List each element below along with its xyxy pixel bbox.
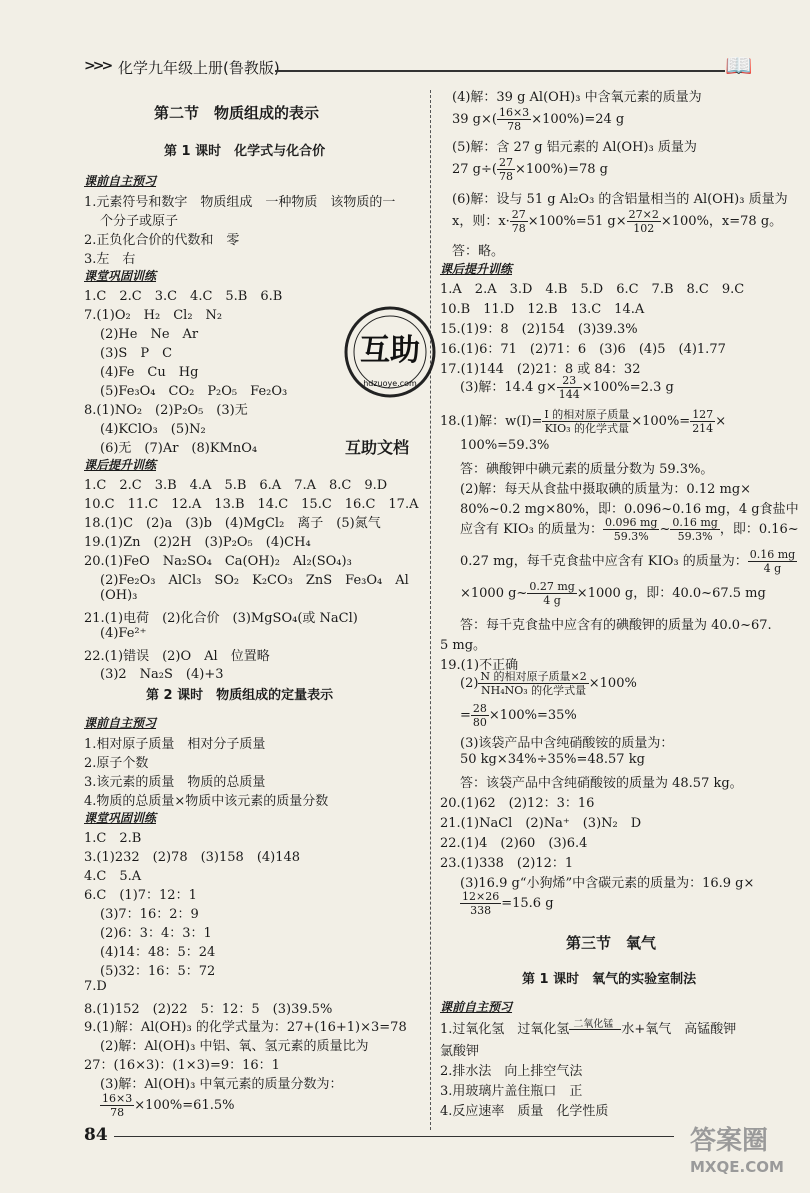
answer-line: 个分子或原子 (100, 213, 179, 229)
answer-line: 20.(1)62 (2)12：3：16 (440, 796, 595, 811)
t: ×100% (588, 676, 637, 691)
answer-line: 4.C 5.A (84, 869, 142, 885)
answer-line (460, 580, 766, 607)
answer-line: (4)解：39 g Al(OH)₃ 中含氧元素的质量为 (452, 90, 702, 105)
frac-den: KIO₃ 的化学式量 (544, 422, 630, 435)
site-logo: 答案圈 (690, 1126, 769, 1156)
answer-line (460, 516, 799, 543)
answer-line: 6.C (1)7：12：1 (84, 888, 197, 904)
answer-line: (6)无 (7)Ar (8)KMnO₄ (100, 440, 258, 456)
answer-line (460, 374, 674, 401)
answer-line: (5)32：16：5：72 (100, 963, 216, 979)
answer-line: (2)6：3：4：3：1 (100, 925, 212, 941)
lesson-title: 第 1 课时 化学式与化合价 (164, 144, 326, 159)
answer-line: (3)16.9 g“小狗烯”中含碳元素的质量为：16.9 g× (460, 876, 755, 891)
answer-line (440, 408, 726, 435)
answer-line: 50 kg×34%÷35%=48.57 kg (460, 752, 645, 767)
column-divider (430, 90, 431, 1130)
answer-line: 3.(1)232 (2)78 (3)158 (4)148 (84, 850, 301, 866)
answer-line: 19.(1)Zn (2)2H (3)P₂O₅ (4)CH₄ (84, 535, 311, 551)
t: ，即：0.16~ (719, 522, 799, 537)
frac-num: 16×3 (498, 106, 530, 119)
fraction (748, 548, 797, 575)
answer-line: 8.(1)152 (2)22 5：12：5 (3)39.5% (84, 1001, 333, 1017)
answer-line: 22.(1)错误 (2)O Al 位置略 (84, 648, 270, 664)
fraction (670, 516, 719, 543)
t: ×100%=51 g× (527, 214, 627, 229)
frac-num: 27 (511, 208, 526, 221)
answer-line: (5)解：含 27 g 铝元素的 Al(OH)₃ 质量为 (452, 140, 697, 155)
lesson-title: 第 2 课时 物质组成的定量表示 (146, 688, 334, 703)
subheading: 课前自主预习 (84, 716, 157, 730)
section-title: 第二节 物质组成的表示 (154, 104, 320, 122)
answer-line: (3)2 Na₂S (4)+3 (100, 667, 224, 683)
frac-den: 4 g (543, 594, 561, 607)
seal-url: hdzuoye.com (363, 379, 417, 388)
answer-line: (5)Fe₃O₄ CO₂ P₂O₅ Fe₂O₃ (100, 383, 288, 399)
frac-num: 0.16 mg (672, 516, 718, 529)
subheading: 课堂巩固训练 (84, 810, 157, 825)
answer-line: 100%=59.3% (460, 438, 550, 453)
frac-den: 214 (692, 422, 714, 435)
t: 39 g×( (452, 112, 497, 127)
answer-line: 1.C 2.B (84, 831, 142, 847)
answer-line: 10.B 11.D 12.B 13.C 14.A (440, 302, 645, 317)
answer-line: (3)解：Al(OH)₃ 中氧元素的质量分数为： (100, 1077, 343, 1093)
t: 27 g÷( (452, 162, 497, 177)
t: = (460, 708, 471, 723)
section-title: 第三节 氧气 (566, 934, 657, 952)
fraction (603, 516, 659, 543)
t: 应含有 KIO₃ 的质量为： (460, 522, 603, 537)
answer-line: 27：(16×3)：(1×3)=9：16：1 (84, 1058, 280, 1074)
subheading: 课后提升训练 (84, 457, 157, 472)
answer-line: 7.D (84, 978, 107, 994)
answer-line: 答：略。 (452, 244, 505, 259)
t: 0.27 mg，每千克食盐中应含有 KIO₃ 的质量为： (460, 554, 748, 569)
t: ×100%=35% (488, 708, 577, 723)
answer-line: (2)解：每天从食盐中摄取碘的质量为：0.12 mg× (460, 482, 752, 497)
frac-den: 59.3% (677, 530, 713, 543)
frac-num: 127 (692, 408, 714, 421)
answer-line: 16.(1)6：71 (2)71：6 (3)6 (4)5 (4)1.77 (440, 342, 726, 357)
frac-num: 23 (557, 374, 582, 388)
lesson-title: 第 1 课时 氧气的实验室制法 (522, 972, 697, 987)
fraction (460, 890, 501, 917)
answer-line (460, 890, 554, 917)
answer-line: (4)KClO₃ (5)N₂ (100, 421, 206, 437)
answer-line: 21.(1)NaCl (2)Na⁺ (3)N₂ D (440, 816, 642, 831)
frac-den: 102 (633, 222, 655, 235)
fraction (627, 208, 661, 235)
answer-line: 答：该袋产品中含纯硝酸铵的质量为 48.57 kg。 (460, 776, 743, 791)
answer-line: (2)He Ne Ar (100, 327, 199, 343)
page-header (70, 52, 770, 82)
t: ×1000 g，即：40.0~67.5 mg (576, 586, 766, 601)
answer-line: 1.元素符号和数字 物质组成 一种物质 该物质的一 (84, 194, 396, 210)
answer-line: 3.左 右 (84, 251, 136, 267)
frac-den: 78 (507, 120, 522, 133)
subheading: 课后提升训练 (440, 262, 513, 276)
answer-line: 4.反应速率 质量 化学性质 (440, 1104, 609, 1119)
answer-line (452, 208, 782, 235)
answer-line: (4)Fe²⁺ (100, 625, 147, 641)
answer-line: 4.物质的总质量×物质中该元素的质量分数 (84, 793, 329, 809)
answer-line: 3.该元素的质量 物质的总质量 (84, 774, 266, 790)
site-logo-url: MXQE.COM (690, 1158, 784, 1176)
t: =15.6 g (501, 896, 554, 911)
answer-line: (3)S P C (100, 346, 173, 362)
frac-den: 144 (558, 388, 580, 401)
t: ×100%，x=78 g。 (660, 214, 783, 229)
answer-line (460, 548, 797, 575)
answer-line: (2)Fe₂O₃ AlCl₃ SO₂ K₂CO₃ ZnS Fe₃O₄ Al (100, 572, 409, 588)
answer-line: 15.(1)9：8 (2)154 (3)39.3% (440, 322, 638, 337)
frac-den: 78 (110, 1106, 125, 1119)
t: ×100%=2.3 g (581, 380, 674, 395)
answer-line: 18.(1)C (2)a (3)b (4)MgCl₂ 离子 (5)氮气 (84, 516, 381, 532)
frac-num: N 的相对原子质量×2 (480, 670, 587, 683)
answer-text: ×100%=61.5% (134, 1098, 235, 1113)
frac-num: I 的相对原子质量 (544, 408, 630, 421)
answer-line: 17.(1)144 (2)21：8 或 84：32 (440, 362, 641, 377)
book-icon: 📖 (725, 54, 753, 79)
answer-line: 21.(1)电荷 (2)化合价 (3)MgSO₄(或 NaCl) (84, 610, 358, 626)
fraction (478, 670, 588, 697)
t: × (715, 414, 727, 429)
answer-line: (2)解：Al(OH)₃ 中铝、氧、氢元素的质量比为 (100, 1039, 369, 1055)
t: (3)解：14.4 g× (460, 380, 557, 395)
answer-line: (4)Fe Cu Hg (100, 365, 199, 380)
t: ×100%= (631, 414, 691, 429)
answer-line: 80%~0.2 mg×80%，即：0.096~0.16 mg，4 g食盐中 (460, 502, 799, 517)
answer-line: 9.(1)解：Al(OH)₃ 的化学式量为：27+(16+1)×3=78 (84, 1020, 407, 1036)
seal-text: 互助 (360, 333, 420, 368)
answer-line (460, 670, 637, 697)
t: 1.过氧化氢 过氧化氢 (440, 1022, 570, 1037)
answer-line: 氯酸钾 (440, 1044, 480, 1059)
answer-line: (6)解：设与 51 g Al₂O₃ 的含铝量相当的 Al(OH)₃ 质量为 (452, 192, 788, 207)
chevrons-icon: >>> (84, 58, 111, 74)
answer-line: 2.原子个数 (84, 755, 149, 771)
frac-num: 27 (498, 156, 513, 169)
header-title: 化学九年级上册(鲁教版) (118, 59, 280, 77)
frac-den: 4 g (763, 562, 782, 575)
fraction (497, 156, 515, 183)
answer-line: (4)14：48：5：24 (100, 944, 216, 960)
answer-line: 1.相对原子质量 相对分子质量 (84, 736, 266, 752)
t: ~ (659, 522, 671, 537)
answer-line (440, 1018, 736, 1037)
t: ×100%)=24 g (531, 112, 625, 127)
frac-num: 0.16 mg (749, 548, 796, 561)
watermark-seal-icon (330, 300, 450, 410)
subheading: 课堂巩固训练 (84, 268, 157, 283)
answer-line: 1.A 2.A 3.D 4.B 5.D 6.C 7.B 8.C 9.C (440, 282, 745, 297)
answer-line: 8.(1)NO₂ (2)P₂O₅ (3)无 (84, 402, 248, 418)
answer-line: 19.(1)不正确 (440, 658, 519, 673)
answer-line: 2.排水法 向上排空气法 (440, 1064, 583, 1079)
answer-line: 1.C 2.C 3.C 4.C 5.B 6.B (84, 289, 283, 305)
answer-line: 23.(1)338 (2)12：1 (440, 856, 574, 871)
answer-line: (3)7：16：2：9 (100, 907, 199, 922)
frac-den: 78 (498, 170, 513, 183)
answer-line (460, 702, 577, 729)
header-rule (275, 70, 725, 72)
answer-line: (OH)₃ (100, 587, 138, 603)
t: x，则：x· (452, 214, 510, 229)
page-number: 84 (84, 1125, 108, 1145)
frac-den: NH₄NO₃ 的化学式量 (481, 684, 587, 697)
fraction (471, 702, 489, 729)
frac-den: 80 (472, 716, 487, 729)
frac-den: 338 (470, 904, 492, 917)
frac-num: 28 (472, 702, 487, 715)
t: 18.(1)解：w(I)= (440, 414, 543, 429)
frac-den: 78 (511, 222, 526, 235)
answer-line: 20.(1)FeO Na₂SO₄ Ca(OH)₂ Al₂(SO₄)₃ (84, 554, 352, 569)
answer-line: 3.用玻璃片盖住瓶口 正 (440, 1084, 583, 1099)
t: ×1000 g~ (460, 586, 528, 601)
fraction (527, 580, 576, 607)
footer-rule (114, 1136, 674, 1137)
answer-line (452, 106, 624, 133)
t: ×100%)=78 g (514, 162, 608, 177)
frac-num: 12×26 (462, 890, 500, 903)
watermark-text: 互助文档 (345, 438, 410, 457)
answer-line (452, 156, 608, 183)
answer-line: 5 mg。 (440, 638, 487, 653)
answer-line: 答：每千克食盐中应含有的碘酸钾的质量为 40.0~67. (460, 618, 772, 633)
fraction (542, 408, 631, 435)
answer-line: 22.(1)4 (2)60 (3)6.4 (440, 836, 588, 851)
answer-line: 1.C 2.C 3.B 4.A 5.B 6.A 7.A 8.C 9.D (84, 478, 388, 494)
t: (2) (460, 676, 479, 691)
fraction (497, 106, 531, 133)
frac-den: 59.3% (613, 530, 649, 543)
subheading: 课前自主预习 (440, 1000, 513, 1014)
frac-num: 27×2 (628, 208, 659, 221)
answer-line: 2.正负化合价的代数和 零 (84, 232, 240, 248)
frac-num: 0.27 mg (529, 580, 575, 593)
fraction (690, 408, 715, 435)
answer-line: (3)该袋产品中含纯硝酸铵的质量为： (460, 736, 674, 751)
fraction (510, 208, 528, 235)
frac-num: 16×3 (102, 1092, 133, 1105)
answer-line: 10.C 11.C 12.A 13.B 14.C 15.C 16.C 17.A (84, 497, 419, 513)
t: 水+氧气 高锰酸钾 (621, 1022, 737, 1037)
answer-line (100, 1092, 234, 1119)
answer-line: 答：碘酸钾中碘元素的质量分数为 59.3%。 (460, 462, 714, 477)
catalyst-label: 二氧化锰 (573, 1019, 614, 1030)
reaction-arrow (569, 1019, 621, 1030)
answer-line: 7.(1)O₂ H₂ Cl₂ N₂ (84, 308, 223, 324)
frac-num: 0.096 mg (604, 516, 658, 529)
subheading: 课前自主预习 (84, 174, 157, 188)
fraction (557, 374, 582, 401)
